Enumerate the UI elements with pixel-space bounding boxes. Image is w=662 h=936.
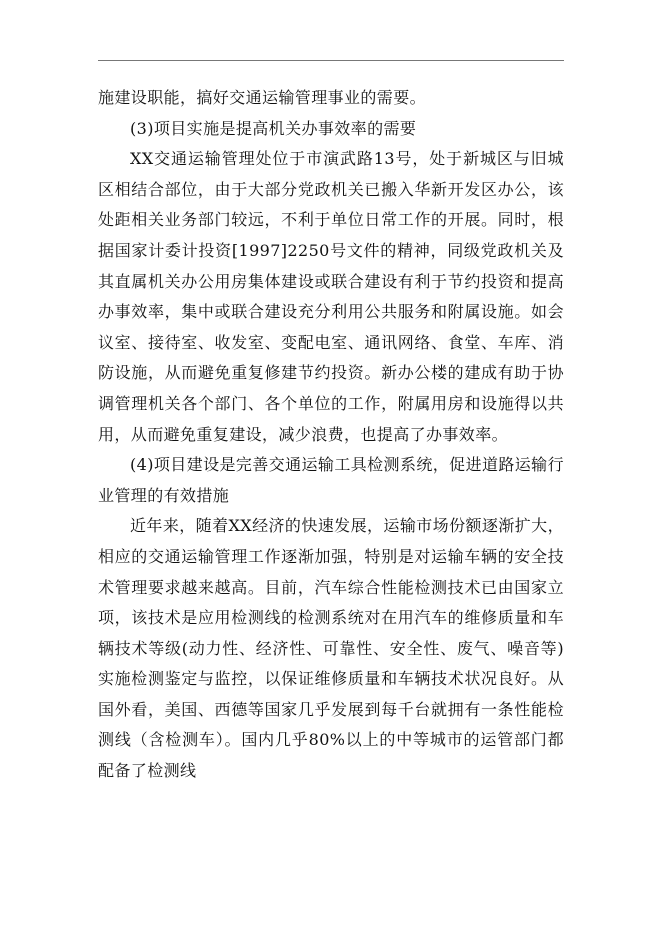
paragraph-3: XX交通运输管理处位于市演武路13号，处于新城区与旧城区相结合部位，由于大部分党政机关已搬入华新开发区办公，该处距相关业务部门较远，不利于单位日常工作的开展。同时，根据国家计委计投资[1997]2250号文件的精神，同级党政机关及其直属机关办公用房集体建设或联合建设有利于节约投资和提高办事效率，集中或联合建设充分利用公共服务和附属设施。如会议室、接待室、收发室、变配电室、通讯网络、食堂、车库、消防设施，从而避免重复修建节约投资。新办公楼的建成有助于协调管理机关各个部门、各个单位的工作，附属用房和设施得以共用，从而避免重复建设，减少浪费，也提高了办事效率。 [98, 149, 564, 444]
paragraph-5: 近年来，随着XX经济的快速发展，运输市场份额逐渐扩大，相应的交通运输管理工作逐渐加强，特别是对运输车辆的安全技术管理要求越来越高。目前，汽车综合性能检测技术已由国家立项，该技术是应用检测线的检测系统对在用汽车的维修质量和车辆技术等级(动力性、经济性、可靠性、安全性、废气、噪音等)实施检测鉴定与监控，以保证维修质量和车辆技术状况良好。从国外看，美国、西德等国家几乎发展到每千台就拥有一条性能检测线（含检测车）。国内几乎80%以上的中等城市的运管部门都配备了检测线 [98, 516, 564, 781]
document-body [98, 83, 564, 787]
paragraph-1: 施建设职能，搞好交通运输管理事业的需要。 [98, 88, 427, 107]
paragraph-2-heading-3: (3)项目实施是提高机关办事效率的需要 [130, 118, 417, 138]
paragraph-4-heading-4: (4)项目建设是完善交通运输工具检测系统，促进道路运输行业管理的有效措施 [98, 455, 564, 505]
header-rule [98, 60, 564, 61]
